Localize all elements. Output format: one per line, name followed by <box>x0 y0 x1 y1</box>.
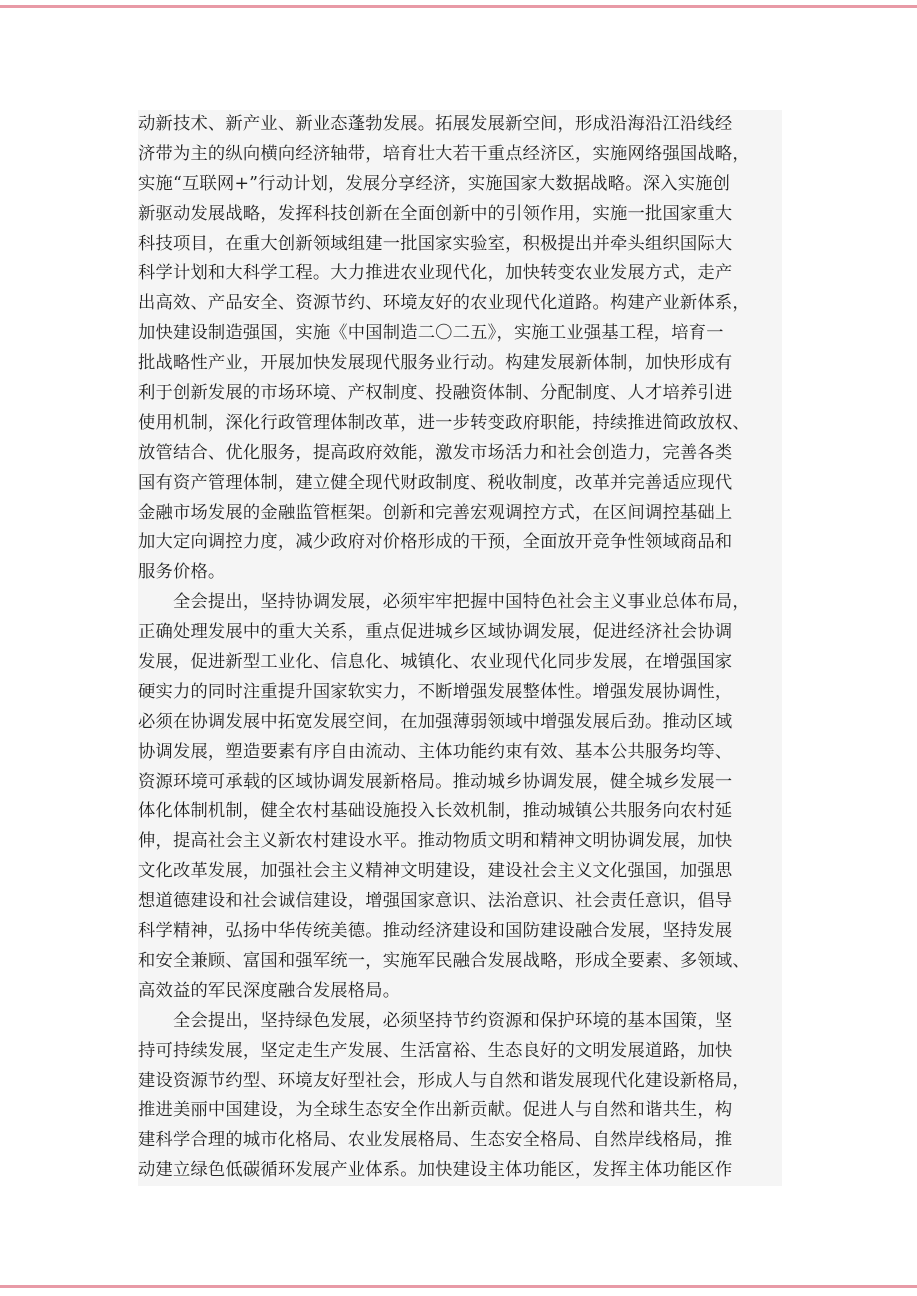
text-line: 科学计划和大科学工程。大力推进农业现代化，加快转变农业发展方式，走产 <box>138 263 733 284</box>
text-line: 伸，提高社会主义新农村建设水平。推动物质文明和精神文明协调发展，加快 <box>138 831 733 852</box>
text-line: 新驱动发展战略，发挥科技创新在全面创新中的引领作用，实施一批国家重大 <box>138 203 733 224</box>
text-line: 想道德建设和社会诚信建设，增强国家意识、法治意识、社会责任意识，倡导 <box>138 891 733 912</box>
text-line: 高效益的军民深度融合发展格局。 <box>138 980 401 1001</box>
text-line: 协调发展，塑造要素有序自由流动、主体功能约束有效、基本公共服务均等、 <box>138 741 733 762</box>
text-line: 推进美丽中国建设，为全球生态安全作出新贡献。促进人与自然和谐共生，构 <box>138 1100 733 1121</box>
text-line: 正确处理发展中的重大关系，重点促进城乡区域协调发展，促进经济社会协调 <box>138 622 733 643</box>
document-body <box>138 110 782 1186</box>
text-line: 放管结合、优化服务，提高政府效能，激发市场活力和社会创造力，完善各类 <box>138 442 733 463</box>
text-line: 全会提出，坚持绿色发展，必须坚持节约资源和保护环境的基本国策，坚 <box>138 1010 733 1031</box>
text-line: 国有资产管理体制，建立健全现代财政制度、税收制度，改革并完善适应现代 <box>138 472 733 493</box>
text-line: 动新技术、新产业、新业态蓬勃发展。拓展发展新空间，形成沿海沿江沿线经 <box>138 114 733 134</box>
text-line: 加大定向调控力度，减少政府对价格形成的干预，全面放开竞争性领域商品和 <box>138 532 733 553</box>
text-line: 持可持续发展，坚定走生产发展、生活富裕、生态良好的文明发展道路，加快 <box>138 1040 733 1061</box>
text-line: 批战略性产业，开展加快发展现代服务业行动。构建发展新体制，加快形成有 <box>138 353 733 374</box>
bottom-border-rule <box>0 1285 917 1288</box>
text-line: 全会提出，坚持协调发展，必须牢牢把握中国特色社会主义事业总体布局， <box>138 592 750 613</box>
text-line: 科技项目，在重大创新领域组建一批国家实验室，积极提出并牵头组织国际大 <box>138 233 733 254</box>
text-line: 发展，促进新型工业化、信息化、城镇化、农业现代化同步发展，在增强国家 <box>138 652 733 673</box>
text-line: 建科学合理的城市化格局、农业发展格局、生态安全格局、自然岸线格局，推 <box>138 1130 733 1151</box>
text-line: 资源环境可承载的区域协调发展新格局。推动城乡协调发展，健全城乡发展一 <box>138 771 733 792</box>
text-line: 硬实力的同时注重提升国家软实力，不断增强发展整体性。增强发展协调性， <box>138 681 733 702</box>
text-line: 金融市场发展的金融监管框架。创新和完善宏观调控方式，在区间调控基础上 <box>138 502 733 523</box>
text-line: 建设资源节约型、环境友好型社会，形成人与自然和谐发展现代化建设新格局， <box>138 1070 750 1091</box>
text-line: 文化改革发展，加强社会主义精神文明建设，建设社会主义文化强国，加强思 <box>138 861 733 882</box>
text-line: 和安全兼顾、富国和强军统一，实施军民融合发展战略，形成全要素、多领域、 <box>138 950 750 971</box>
top-border-rule <box>0 5 917 8</box>
text-line: 实施“互联网+”行动计划，发展分享经济，实施国家大数据战略。深入实施创 <box>138 173 731 194</box>
text-line: 科学精神，弘扬中华传统美德。推动经济建设和国防建设融合发展，坚持发展 <box>138 921 733 942</box>
text-line: 济带为主的纵向横向经济轴带，培育壮大若干重点经济区，实施网络强国战略， <box>138 143 750 164</box>
text-line: 利于创新发展的市场环境、产权制度、投融资体制、分配制度、人才培养引进 <box>138 383 733 404</box>
text-line: 出高效、产品安全、资源节约、环境友好的农业现代化道路。构建产业新体系， <box>138 293 750 314</box>
text-line: 体化体制机制，健全农村基础设施投入长效机制，推动城镇公共服务向农村延 <box>138 801 733 822</box>
text-line: 必须在协调发展中拓宽发展空间，在加强薄弱领域中增强发展后劲。推动区域 <box>138 711 733 732</box>
text-line: 加快建设制造强国，实施《中国制造二〇二五》，实施工业强基工程，培育一 <box>138 323 724 344</box>
text-line: 服务价格。 <box>138 562 226 583</box>
text-line: 动建立绿色低碳循环发展产业体系。加快建设主体功能区，发挥主体功能区作 <box>138 1160 733 1181</box>
text-line: 使用机制，深化行政管理体制改革，进一步转变政府职能，持续推进简政放权、 <box>138 412 750 433</box>
